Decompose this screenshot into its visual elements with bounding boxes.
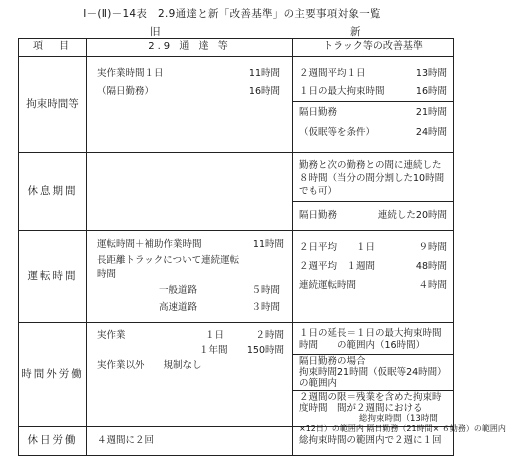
old-text: 一般道路 bbox=[159, 285, 198, 296]
new-cell bbox=[293, 323, 506, 433]
new-value: 21時間 bbox=[415, 107, 447, 118]
old-value: ３時間 bbox=[251, 302, 280, 313]
new-text: 時間 の範囲内（16時間） bbox=[299, 340, 426, 351]
old-column-label: 旧 bbox=[150, 26, 161, 38]
new-text: ２週間平均１日 bbox=[299, 68, 366, 79]
new-text: ２日平均 １日 bbox=[299, 242, 376, 253]
new-text: １日の延長＝１日の最大拘束時間 bbox=[299, 328, 442, 339]
old-cell bbox=[87, 427, 293, 455]
new-value: 連続した20時間 bbox=[377, 210, 447, 221]
row-unten bbox=[19, 231, 453, 323]
new-value: ４時間 bbox=[418, 280, 447, 291]
old-text: 時間 bbox=[97, 269, 117, 280]
row-label: 拘束時間等 bbox=[19, 57, 87, 152]
old-text: 長距離トラックについて連続運転 bbox=[97, 255, 240, 266]
comparison-table bbox=[18, 38, 506, 456]
old-value: ５時間 bbox=[251, 285, 280, 296]
row-label: 休日労働 bbox=[19, 427, 87, 455]
old-value: ２時間 bbox=[255, 330, 284, 341]
header-item: 項 目 bbox=[19, 39, 87, 56]
new-text: （仮眠等を条件） bbox=[299, 127, 376, 138]
old-cell bbox=[87, 323, 293, 426]
old-text: １年間 bbox=[199, 345, 228, 356]
new-column-label: 新 bbox=[350, 26, 361, 38]
new-text: 度時間 間が２週間における bbox=[299, 403, 423, 414]
row-label: 時間外労働 bbox=[19, 323, 87, 426]
inner-divider bbox=[293, 201, 453, 202]
new-text: 隔日勤務 bbox=[299, 107, 338, 118]
new-value: 13時間 bbox=[415, 68, 447, 79]
inner-divider bbox=[293, 390, 453, 391]
new-text: １日の最大拘束時間 bbox=[299, 86, 385, 97]
old-value: 150時間 bbox=[246, 345, 284, 356]
old-text: ４週間に２回 bbox=[97, 435, 155, 446]
new-text: 連続運転時間 bbox=[299, 280, 357, 291]
old-text: 実作業時間１日 bbox=[97, 68, 164, 79]
new-text: ８時間（当分の間分割した10時間 bbox=[299, 173, 445, 184]
old-text: 実作業以外 規制なし bbox=[97, 360, 202, 371]
old-cell bbox=[87, 153, 293, 230]
old-cell bbox=[87, 57, 293, 152]
new-text: でも可） bbox=[299, 186, 338, 197]
new-value: 48時間 bbox=[415, 261, 447, 272]
old-text: （隔日勤務） bbox=[97, 86, 155, 97]
old-value: 11時間 bbox=[252, 239, 284, 250]
new-text: 隔日勤務の場合 bbox=[299, 356, 366, 367]
inner-divider bbox=[293, 354, 453, 355]
old-value: 11時間 bbox=[248, 68, 280, 79]
row-kosoku bbox=[19, 57, 453, 153]
row-label: 休息期間 bbox=[19, 153, 87, 230]
table-header-row bbox=[19, 39, 453, 57]
new-text: 拘束時間21時間（仮眠等24時間） bbox=[299, 367, 447, 378]
row-kyusoku bbox=[19, 153, 453, 231]
new-value: 16時間 bbox=[415, 86, 447, 97]
new-text: 総拘束時間（13時間 bbox=[359, 414, 438, 424]
new-text: ２週平均 １週間 bbox=[299, 261, 376, 272]
new-text: 隔日勤務 bbox=[299, 210, 338, 221]
old-text: 実作業 bbox=[97, 330, 126, 341]
new-text: の範囲内 bbox=[299, 378, 338, 389]
new-cell bbox=[293, 57, 453, 152]
row-jikangai bbox=[19, 323, 506, 433]
row-label: 運転時間 bbox=[19, 231, 87, 322]
new-text: 勤務と次の勤務との間に連続した bbox=[299, 160, 442, 171]
new-cell bbox=[293, 153, 453, 230]
new-cell bbox=[293, 231, 453, 322]
header-old: 2.9 通 達 等 bbox=[87, 39, 293, 56]
old-text: １日 bbox=[205, 330, 225, 341]
new-value: ９時間 bbox=[418, 242, 447, 253]
new-value: 24時間 bbox=[415, 127, 447, 138]
new-text: ２週間の限＝残業を含めた拘束時 bbox=[299, 392, 442, 403]
table-title: Ⅰ－(Ⅱ)－14表 2.9通達と新「改善基準」の主要事項対象一覧 bbox=[83, 8, 381, 20]
new-text: 総拘束時間の範囲内で２週に１回 bbox=[299, 435, 442, 446]
header-new: トラック等の改善基準 bbox=[323, 41, 423, 53]
inner-divider bbox=[293, 101, 453, 102]
old-value: 16時間 bbox=[248, 86, 280, 97]
old-cell bbox=[87, 231, 293, 322]
old-text: 高速道路 bbox=[159, 302, 198, 313]
old-text: 運転時間＋補助作業時間 bbox=[97, 239, 202, 250]
new-text-continuation: ×12日）の範囲内 隔日勤務（21時間× ６勤務）の範囲内 bbox=[299, 424, 506, 433]
